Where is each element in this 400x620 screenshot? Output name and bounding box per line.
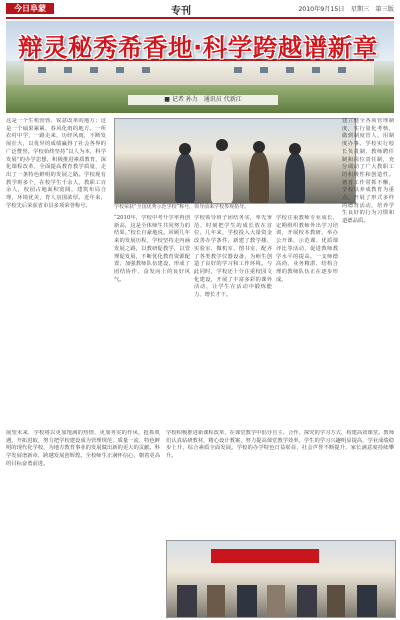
building-window xyxy=(116,67,124,73)
photo-person-head xyxy=(289,143,301,155)
masthead-rule xyxy=(6,17,394,19)
article-column-6: 展望未来，学校将以更加饱满的热情、更加务实的作风，抢抓机遇，开拓进取，努力把学校建设成为管理规范、质量一流、特色鲜明的现代化学校，为地方教育事业的发展做出新的更大的贡献。科学发展谱新章，跨越发展创辉煌。全校师生正满怀信心，朝着更高的目标奋勇前进。 xyxy=(6,430,160,467)
photo-person xyxy=(237,585,257,617)
main-photo xyxy=(114,118,356,204)
building-window xyxy=(64,67,72,73)
section-title: 专刊 xyxy=(171,6,191,17)
photo-person xyxy=(177,585,197,617)
article-column-1: 这是一个生机勃勃、锐意改革的地方；这是一个硕果累累、春风化雨的地方。一所农村中学，一路走来，历经风雨，不断发展壮大，以优异的成绩赢得了社会各界的广泛赞誉。学校始终坚持“以人为本，科学发展”的办学思想，积极推进素质教育，深化课程改革，全面提高教育教学质量，走出了一条特色鲜明的发展之路。学校现有教学班多个，在校学生千余人，教职工百余人，校园占地面积宽阔，建筑布局合理，环境优美，育人氛围浓厚。近年来，学校先后荣获省市县多项荣誉称号。 xyxy=(6,118,106,209)
article-column-4: 学校注重教师专业成长，定期组织教师外出学习培训，开展校本教研，举办公开课、示范课、优质课评比等活动，促进教师教学水平的提高。一支师德高尚、业务精湛、结构合理的教师队伍正在逐步形成。 xyxy=(276,215,338,283)
photo-person xyxy=(327,585,345,617)
article-column-3: 学校领导班子团结务实，率先垂范，时刻把学生的成长放在首位。几年来，学校投入大量资金改善办学条件，新建了教学楼、实验室、微机室、图书室，配齐了各类教学仪器设备，为师生创造了良好的学习和工作环境。与此同时，学校还十分注重校园文化建设，开展了丰富多彩的课外活动，让学生在活动中锻炼能力、增长才干。 xyxy=(194,215,272,299)
photo-person xyxy=(211,149,233,203)
byline: ■ 记者 孙力 通讯员 代新江 xyxy=(128,95,278,105)
building-window xyxy=(260,67,268,73)
dateline: 2010年9月15日 星期三 第三版 xyxy=(298,6,394,13)
article-column-7: 学校积极推进新课程改革，在课堂教学中倡导自主、合作、探究的学习方式，构建高效课堂。教师们认真钻研教材，精心设计教案，努力提高课堂教学效率。学生的学习兴趣明显提高，学业成绩稳步上升，综合素质全面发展。学校的办学特色日益彰显，社会声誉不断提升，家长满意度持续攀升。 xyxy=(166,430,394,460)
photo-person xyxy=(285,153,305,203)
photo-person xyxy=(249,151,269,203)
photo-person xyxy=(207,585,225,617)
photo-person xyxy=(357,585,377,617)
photo-person-head xyxy=(253,141,265,153)
photo-person-head xyxy=(179,143,191,155)
building-window xyxy=(338,67,346,73)
photo-person xyxy=(297,585,317,617)
photo-person-head xyxy=(216,139,228,151)
building-window xyxy=(286,67,294,73)
photo-person xyxy=(267,585,285,617)
building-window xyxy=(38,67,46,73)
bottom-photo xyxy=(166,540,396,618)
building-window xyxy=(142,67,150,73)
main-photo-caption: 学校荣获“全国优秀示范学校”称号，领导前来学校参观指导。 xyxy=(114,204,250,210)
masthead xyxy=(6,2,394,16)
headline-banner xyxy=(6,21,394,113)
article-column-5: 建立健全各项管理制度，实行量化考核，做到制度管人、用制度办事。学校实行校长负责制、教师聘任制和岗位责任制，充分调动了广大教职工的积极性和创造性。德育工作常抓不懈，学校以养成教育为重点，开展了形式多样的德育活动，培养学生良好的行为习惯和道德品质。 xyxy=(342,118,394,225)
red-banner xyxy=(211,549,319,563)
building-window xyxy=(312,67,320,73)
article-column-2: “2010年，学校中考升学率再创新高，这是全体师生共同努力的结果。”校长自豪地说。回顾几年来的发展历程，学校坚持走内涵发展之路，以教研促教学，以管理促发展，不断优化教育资源配置，加强教师队伍建设，形成了团结协作、奋发向上的良好风气。 xyxy=(114,215,190,283)
photo-person xyxy=(175,153,195,203)
building-window xyxy=(234,67,242,73)
building-window xyxy=(90,67,98,73)
newspaper-logo: 今日阜蒙 xyxy=(6,3,54,14)
headline: 辩灵秘秀希香地·科学跨越谱新章 xyxy=(18,33,378,62)
